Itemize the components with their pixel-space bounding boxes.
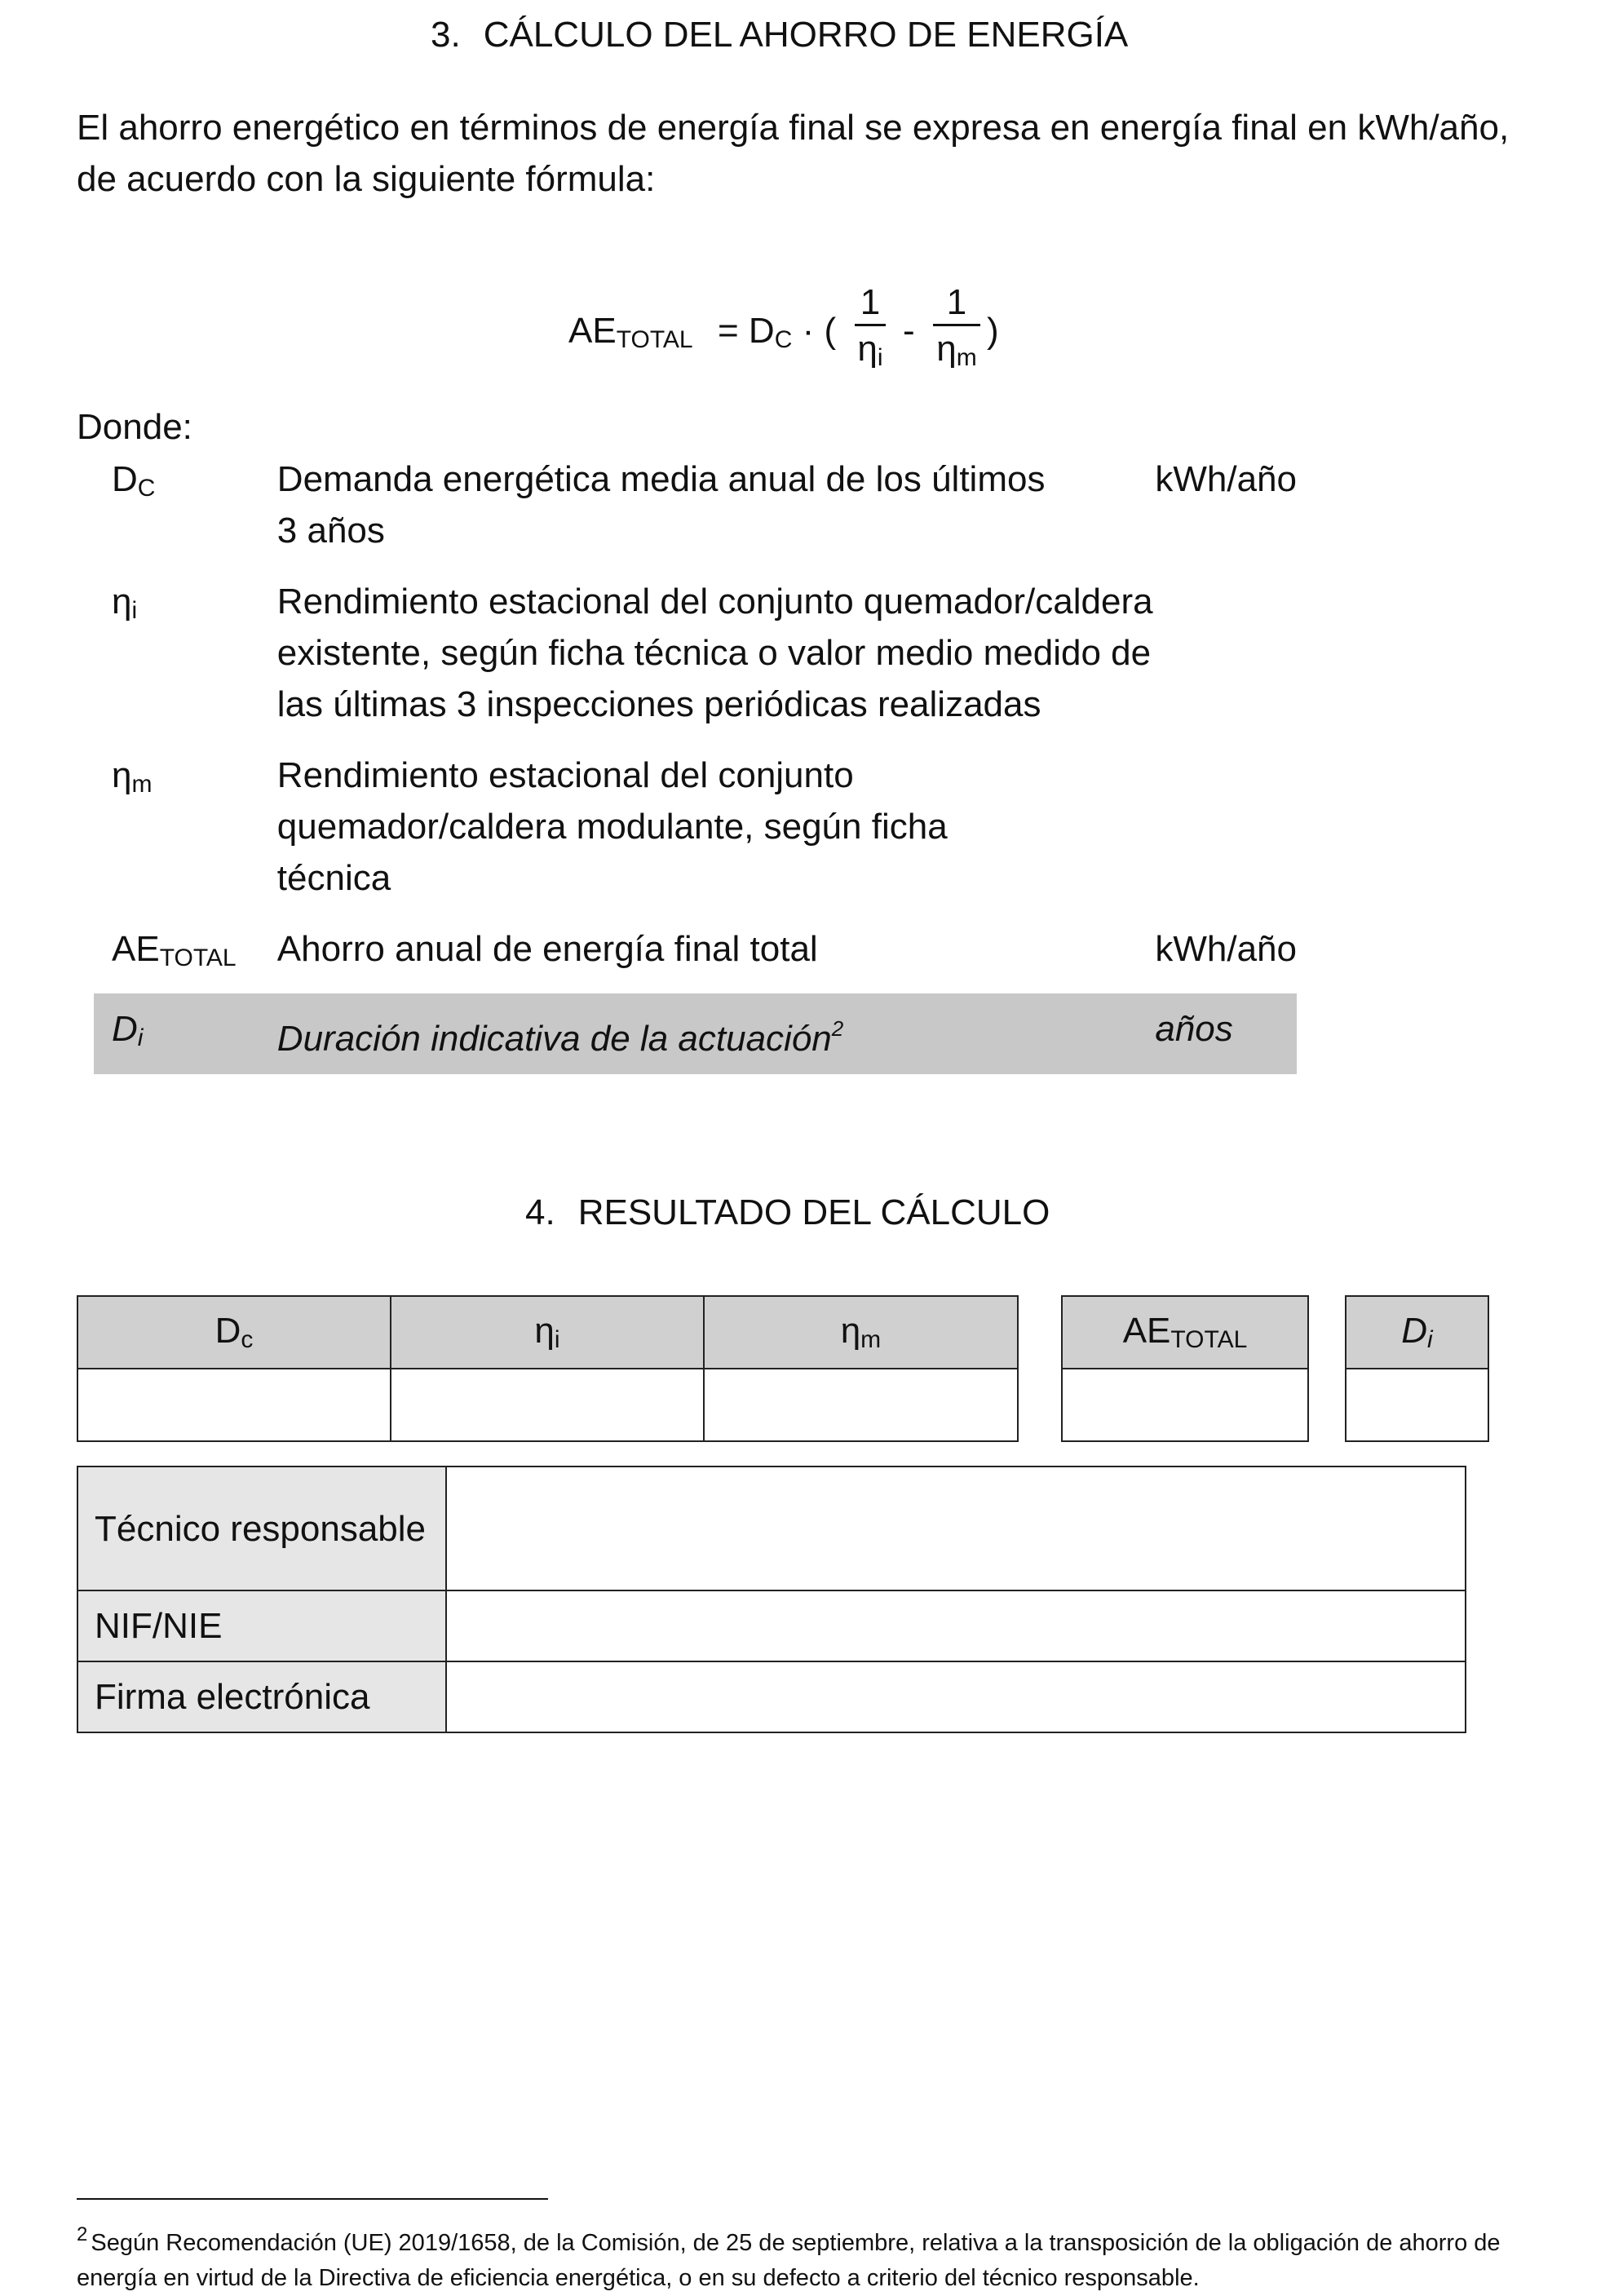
footnote [77,2217,1512,2296]
formula-close-paren: ) [987,311,999,351]
section-4-heading: RESULTADO DEL CÁLCULO [577,1192,1050,1232]
definition-symbol: $D_i$ [94,993,277,1074]
definition-unit: kWh/año [1155,459,1297,499]
definition-symbol: $\eta_m$ [112,755,153,798]
definition-unit [1155,576,1297,750]
section-3-title [431,15,1128,55]
section-3-heading: CÁLCULO DEL AHORRO DE ENERGÍA [483,15,1129,55]
signature-table [77,1466,1466,1733]
formula-fraction-1: 1 $\eta_i$ [855,281,886,381]
definition-description: Duración indicativa de la actuación$^2$ [277,993,1156,1074]
definition-unit: kWh/año [1155,929,1297,969]
formula-dc: = $D_C$ · ( [718,311,837,353]
definition-description: Demanda energética media anual de los últimos 3 años [276,459,1046,551]
input-ae-total[interactable] [1062,1369,1308,1441]
input-dc[interactable] [77,1369,391,1441]
definition-symbol: $D_C$ [112,459,156,502]
definition-row [94,750,1297,923]
footnote-mark: 2 [77,2223,88,2245]
input-nif-nie[interactable] [446,1590,1466,1661]
definition-row [94,923,1297,993]
definition-unit: años [1155,993,1297,1074]
footnote-text: Según Recomendación (UE) 2019/1658, de la Comisión, de 25 de septiembre, relativa a la transposición de la obligación de ahorro de energía en virtud de la Directiva de eficiencia energética, o en su defecto a criterio del técnico responsable. [77,2230,1501,2291]
input-eta-m[interactable] [704,1369,1018,1441]
definition-description: Rendimiento estacional del conjunto quemador/caldera modulante, según ficha técnica [276,755,948,898]
input-firma-electronica[interactable] [446,1661,1466,1732]
definition-symbol: $\eta_i$ [112,582,138,624]
header-ae-total: $AE_{TOTAL}$ [1062,1296,1308,1369]
definition-unit [1155,750,1297,923]
footnote-separator [77,2198,548,2200]
formula-lhs: $AE_{TOTAL}$ [568,311,693,353]
result-table-ae [1061,1295,1309,1442]
formula-minus: - [903,311,915,351]
donde-label: Donde: [77,407,192,447]
definition-row [94,576,1297,750]
header-eta-m: $\eta_m$ [704,1296,1018,1369]
section-4-number: 4. [525,1192,555,1232]
definitions-table [94,453,1297,1074]
definition-description: Ahorro anual de energía final total [276,929,818,969]
result-table-di [1345,1295,1489,1442]
definition-row [94,453,1297,576]
header-di: $D_i$ [1346,1296,1488,1369]
intro-paragraph: El ahorro energético en términos de energía final se expresa en energía final en kWh/año, de acuerdo con la siguiente fórmula: [77,108,1510,199]
footnote-reference: 2 [831,1016,844,1041]
section-4-title [525,1192,1050,1233]
label-tecnico-responsable: Técnico responsable [77,1467,446,1590]
result-table-main [77,1295,1019,1442]
input-tecnico-responsable[interactable] [446,1467,1466,1590]
input-eta-i[interactable] [391,1369,704,1441]
section-3-number: 3. [431,15,461,55]
formula-fraction-2: 1 $\eta_m$ [933,281,980,381]
label-nif-nie: NIF/NIE [77,1590,446,1661]
input-di[interactable] [1346,1369,1488,1441]
header-eta-i: $\eta_i$ [391,1296,704,1369]
definition-row-highlighted [94,993,1297,1074]
definition-symbol: $AE_{TOTAL}$ [112,929,237,971]
header-dc: $D_c$ [77,1296,391,1369]
label-firma-electronica: Firma electrónica [77,1661,446,1732]
definition-description: Rendimiento estacional del conjunto quemador/caldera existente, según ficha técnica o valor medio medido de las últimas 3 inspecciones periódicas realizadas [276,582,1153,724]
